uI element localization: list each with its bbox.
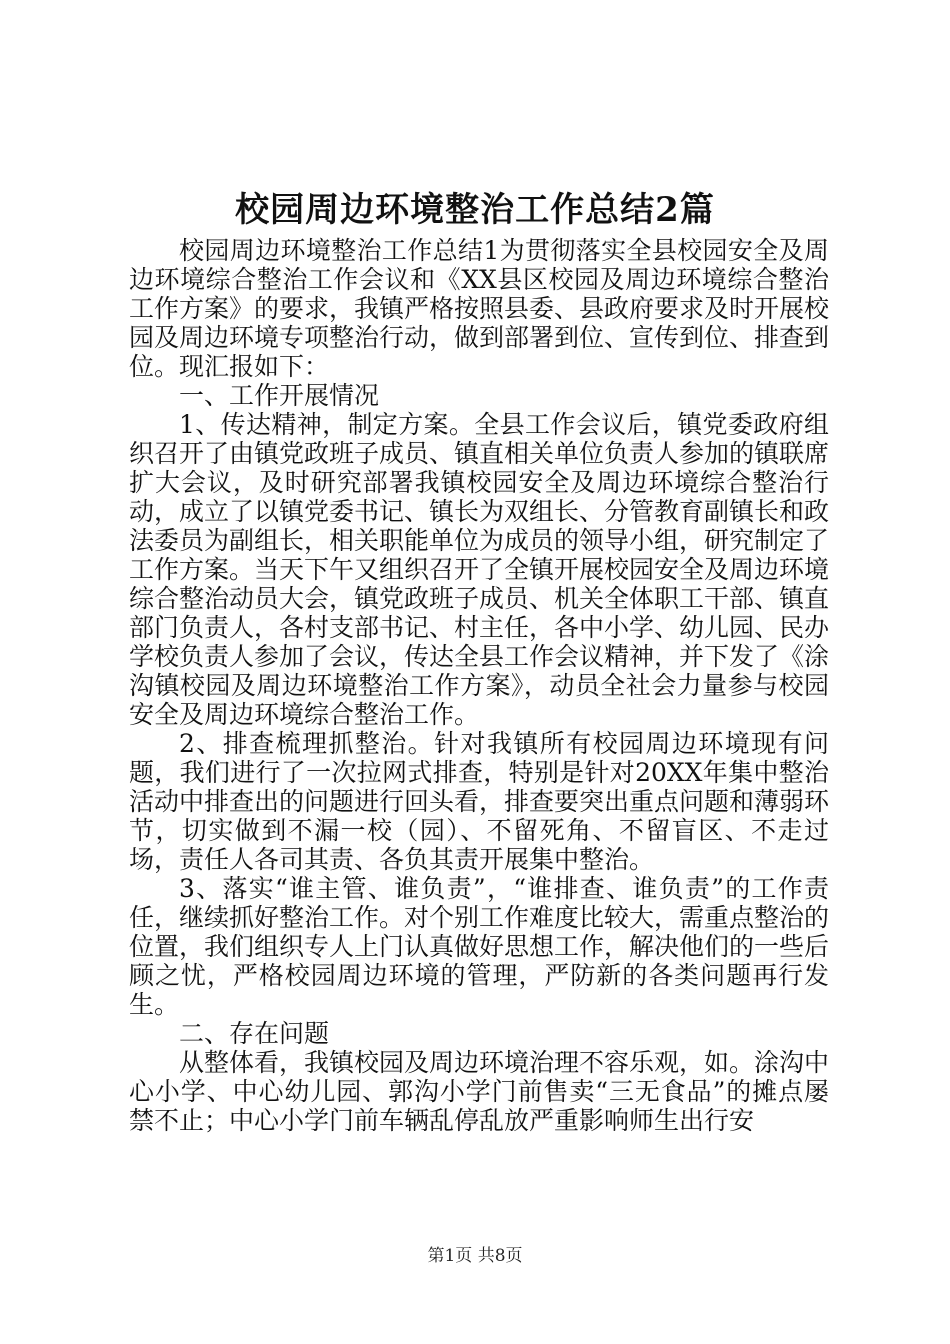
paragraph-item-1: 1、传达精神，制定方案。全县工作会议后，镇党委政府组织召开了由镇党政班子成员、镇直相关单位负责人参加的镇联席扩大会议，及时研究部署我镇校园安全及周边环境综合整治行动，成立了以镇党委书记、镇长为双组长、分管教育副镇长和政法委员为副组长，相关职能单位为成员的领导小组，研究制定了工作方案。当天下午又组织召开了全镇开展校园安全及周边环境综合整治动员大会，镇党政班子成员、机关全体职工干部、镇直部门负责人，各村支部书记、村主任，各中小学、幼儿园、民办学校负责人参加了会议，传达全县工作会议精神，并下发了《涂沟镇校园及周边环境整治工作方案》，动员全社会力量参与校园安全及周边环境综合整治工作。 [129, 410, 830, 729]
document-body [129, 236, 829, 1135]
paragraph-item-2: 2、排查梳理抓整治。针对我镇所有校园周边环境现有问题，我们进行了一次拉网式排查，特别是针对20XX年集中整治活动中排查出的问题进行回头看，排查要突出重点问题和薄弱环节，切实做到不漏一校（园）、不留死角、不留盲区、不走过场，责任人各司其责、各负其责开展集中整治。 [129, 729, 830, 874]
document-title: 校园周边环境整治工作总结2篇 [235, 190, 715, 230]
paragraph-item-3: 3、落实“谁主管、谁负责”，“谁排查、谁负责”的工作责任，继续抓好整治工作。对个别工作难度比较大，需重点整治的位置，我们组织专人上门认真做好思想工作，解决他们的一些后顾之忧，严格校园周边环境的管理，严防新的各类问题再行发生。 [129, 874, 830, 1019]
section-heading-2: 二、存在问题 [179, 1019, 330, 1048]
paragraph-problems: 从整体看，我镇校园及周边环境治理不容乐观，如。涂沟中心小学、中心幼儿园、郭沟小学门前售卖“三无食品”的摊点屡禁不止；中心小学门前车辆乱停乱放严重影响师生出行安 [129, 1048, 830, 1135]
page-footer: 第1页 共8页 [427, 1246, 523, 1266]
paragraph-intro: 校园周边环境整治工作总结1为贯彻落实全县校园安全及周边环境综合整治工作会议和《XX县区校园及周边环境综合整治工作方案》的要求，我镇严格按照县委、县政府要求及时开展校园及周边环境专项整治行动，做到部署到位、宣传到位、排查到位。现汇报如下： [129, 236, 830, 381]
section-heading-1: 一、工作开展情况 [179, 381, 380, 410]
